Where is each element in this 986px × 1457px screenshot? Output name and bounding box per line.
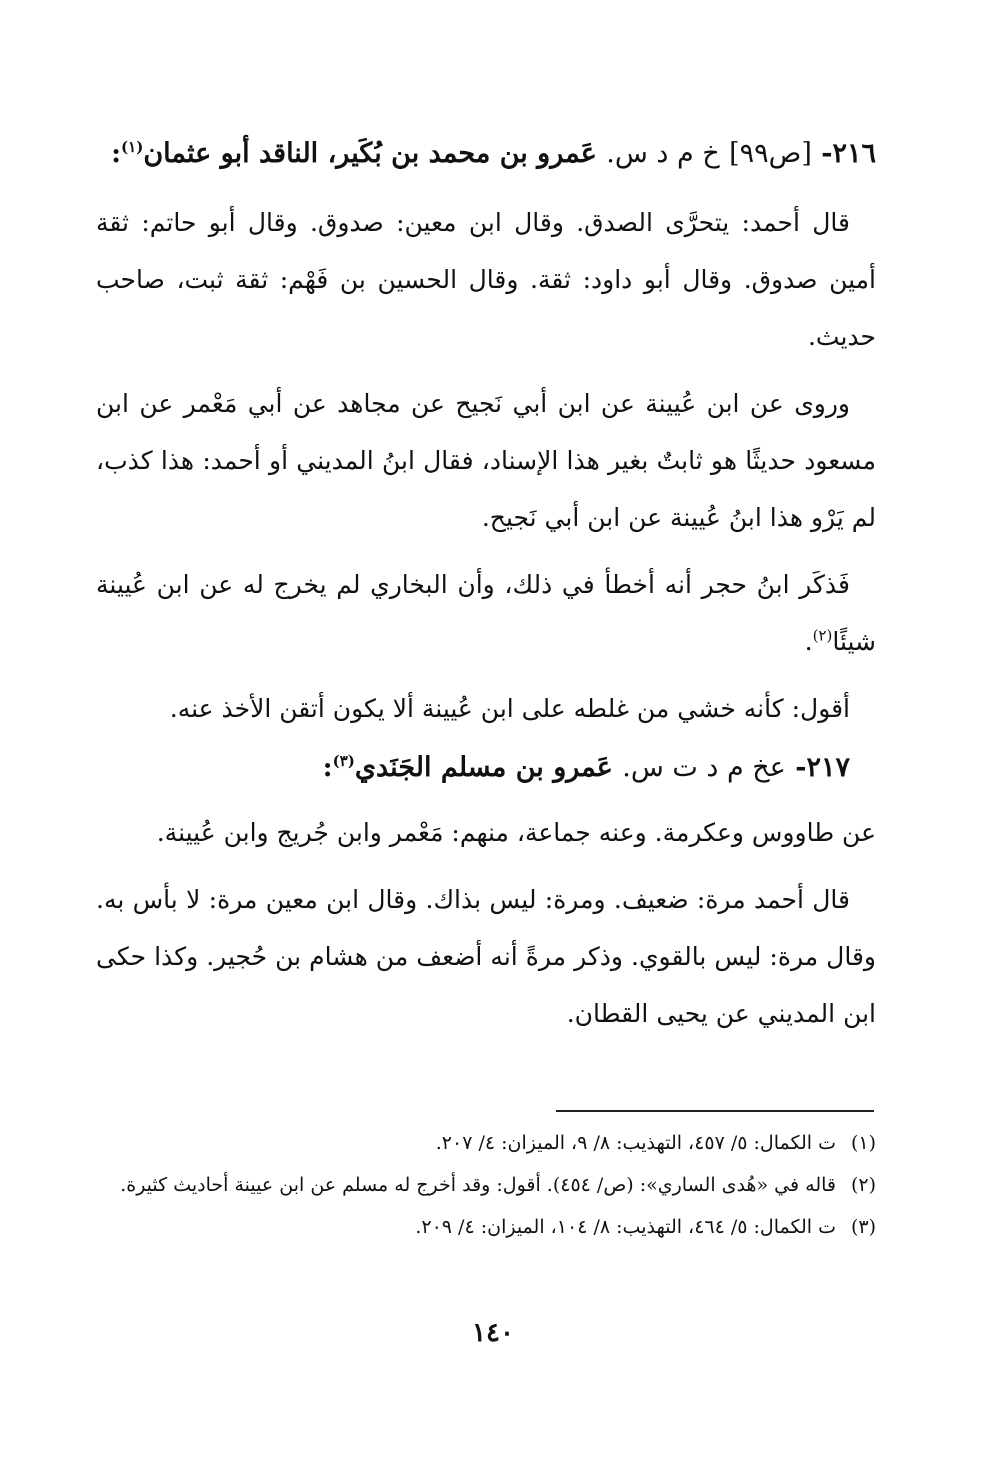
footnotes <box>96 1124 876 1250</box>
entry-217-sigla: عخ م د ت س. <box>622 752 786 783</box>
entry-216-sigla: خ م د س. <box>606 138 720 169</box>
footnote-2 <box>96 1166 876 1204</box>
entry-216-paragraph-3 <box>96 556 876 670</box>
footnote-text: ت الكمال: ٥/ ٤٥٧، التهذيب: ٨/ ٩، الميزان: ٤/ ٢٠٧. <box>435 1132 836 1154</box>
footnote-marker-3: (٣) <box>332 752 355 770</box>
entry-216-heading <box>96 125 876 182</box>
entry-216-hajar-tail: . <box>804 627 813 656</box>
page-number: ١٤٠ <box>472 1318 514 1348</box>
entry-216-number: ٢١٦- <box>821 138 876 169</box>
footnote-number: (٢) <box>850 1174 876 1196</box>
footnote-number: (٣) <box>850 1216 876 1238</box>
footnote-text: قاله في «هُدى الساري»: (ص/ ٤٥٤). أقول: وقد أخرج له مسلم عن ابن عيينة أحاديث كثيرة. <box>120 1174 836 1196</box>
entry-216-tail: : <box>111 138 122 169</box>
entry-216-paragraph-2: وروى عن ابن عُيينة عن ابن أبي نَجيح عن مجاهد عن أبي مَعْمر عن ابن مسعود حديثًا هو ثابتٌ بغير هذا الإسناد، فقال ابنُ المديني أو أحمد: هذا كذب، لم يَرْو هذا ابنُ عُيينة عن ابن أبي نَجيح. <box>96 389 876 532</box>
entry-217-heading <box>96 739 876 796</box>
footnote-number: (١) <box>850 1132 876 1154</box>
footnote-separator <box>556 1110 874 1112</box>
entry-216-hajar-text: فَذكَر ابنُ حجر أنه أخطأ في ذلك، وأن البخاري لم يخرج له عن ابن عُيينة شيئًا <box>96 570 876 656</box>
footnote-text: ت الكمال: ٥/ ٤٦٤، التهذيب: ٨/ ١٠٤، الميزان: ٤/ ٢٠٩. <box>415 1216 836 1238</box>
footnote-marker-2: (٢) <box>812 626 833 645</box>
footnote-marker-1: (١) <box>121 138 144 156</box>
footnote-1 <box>96 1124 876 1162</box>
entry-216-ref: [ص٩٩] <box>729 138 812 169</box>
entry-217-name: عَمرو بن مسلم الجَنَدي <box>354 752 613 783</box>
entry-216-name: عَمرو بن محمد بن بُكَير، الناقد أبو عثمان <box>143 138 597 169</box>
entry-216-paragraph-1: قال أحمد: يتحرَّى الصدق. وقال ابن معين: صدوق. وقال أبو حاتم: ثقة أمين صدوق. وقال أبو داود: ثقة. وقال الحسين بن فَهْم: ثقة ثبت، صاحب حديث. <box>96 208 876 351</box>
entry-217-paragraph-2: قال أحمد مرة: ضعيف. ومرة: ليس بذاك. وقال ابن معين مرة: لا بأس به. وقال مرة: ليس بالقوي. وذكر مرةً أنه أضعف من هشام بن حُجير. وكذا حكى ابن المديني عن يحيى القطان. <box>96 885 876 1028</box>
entry-217-number: ٢١٧- <box>795 752 850 783</box>
entry-217-paragraph-1: عن طاووس وعكرمة. وعنه جماعة، منهم: مَعْمر وابن جُريج وابن عُيينة. <box>156 818 876 847</box>
page-body <box>96 125 876 1052</box>
footnote-3 <box>96 1208 876 1246</box>
entry-216-aqul: أقول: كأنه خشي من غلطه على ابن عُيينة ألا يكون أتقن الأخذ عنه. <box>169 694 850 723</box>
entry-217-tail: : <box>322 752 333 783</box>
